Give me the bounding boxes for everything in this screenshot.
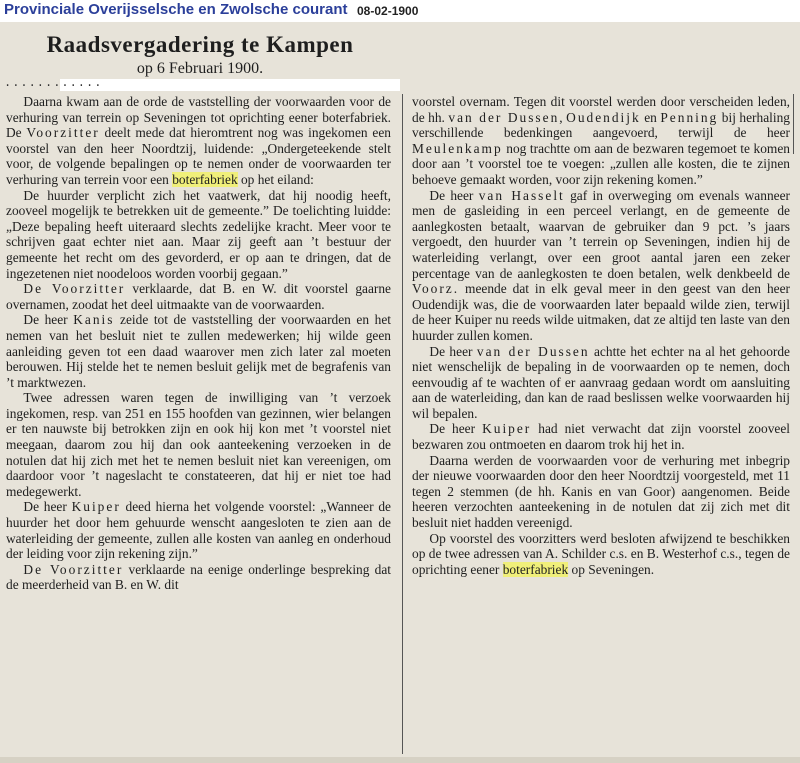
paragraph: De Voorzitter verklaarde na eenige onderlinge bespreking dat de meerderheid van B. en W. dit bbox=[6, 561, 391, 593]
search-highlight: boterfabriek bbox=[502, 561, 569, 577]
paragraph: Daarna werden de voorwaarden voor de verhuring met inbegrip der nieuwe voorwaarden door den heer Noordtzij voorgesteld, met 11 tegen 2 stemmen (de hh. Kanis en van Goor) aangenomen. Beide heeren verzochten aanteekening in de notulen dat zij zich met dit besluit niet hadden vereenigd. bbox=[412, 452, 790, 531]
search-highlight: boterfabriek bbox=[172, 171, 238, 187]
separator-dots: ............ bbox=[4, 76, 103, 90]
paragraph: De heer Kuiper deed hierna het volgende voorstel: „Wanneer de huurder het door hem gehuurde wenscht aangesloten te zien aan de waterleiding der gemeente, zullen alle kosten van aanleg en onderhoud der leiding voor zijn rekening zijn.” bbox=[6, 499, 391, 562]
column-divider bbox=[402, 94, 403, 754]
article-column-right bbox=[412, 94, 790, 577]
newspaper-clipping bbox=[0, 22, 800, 763]
paragraph: Daarna kwam aan de orde de vaststelling der voorwaarden voor de verhuring van terrein op Seveningen tot oprichting eener boterfabriek. De Voorzitter deelt mede dat hieromtrent nog was ingekomen een voorstel van den heer Noordtzij, luidende: „Ondergeteekende stelt voor, de volgende bepalingen op te nemen onder de voorwaarden ter verhuring van terrein voor een boterfabriek op het eiland: bbox=[6, 94, 391, 187]
issue-date: 08-02-1900 bbox=[357, 4, 419, 18]
article-title: Raadsvergadering te Kampen bbox=[46, 32, 354, 57]
viewer-header bbox=[0, 0, 800, 22]
paragraph: De heer van der Dussen achtte het echter na al het gehoorde niet wenschelijk de bepaling in de voorwaarden op te nemen, doch eenvoudig af te wachten of er aanvraag gedaan wordt om aansluiting aan de waterleiding, dan kan de raad beslissen welke voorwaarden hij wil bepalen. bbox=[412, 343, 790, 421]
clipping-gap bbox=[60, 79, 400, 91]
article-column-left bbox=[6, 94, 391, 593]
paragraph: voorstel overnam. Tegen dit voorstel werden door verscheiden leden, de hh. van der Dussen, Oudendijk en Penning bij herhaling verschillende bedenkingen aangevoerd, terwijl de heer Meulenkamp nog trachtte om aan de bezwaren tegemoet te komen door aan ’t voorstel toe te voegen: „zullen alle kosten, die te zijnen behoeve gemaakt worden, voor zijn rekening komen.” bbox=[412, 94, 790, 187]
paragraph: De heer van Hasselt gaf in overweging om evenals wanneer men de gasleiding in een perceel verlangt, en de gemeente de aanlegkosten betaalt, waarvan de gebruiker dan 9 pct. ’s jaars vergoedt, den huurder van ’t terrein op Seveningen, indien hij de waterleiding verlangt, over een groot aantal jaren een zeker percentage van de aanlegkosten te doen betalen, welk denkbeeld de Voorz. meende dat in elk geval meer in den geest van den heer Oudendijk was, die de voorwaarden later bepaald wilde zien, terwijl de heer Kuiper nu reeds wilde uitmaken, dat ze altijd ten laste van den huurder zullen komen. bbox=[412, 187, 790, 343]
paragraph: Twee adressen waren tegen de inwilliging van ’t verzoek ingekomen, resp. van 251 en 155 hoofden van gezinnen, wier belangen er ten nauwste bij betrokken zijn en ook hij kon met ’t voorstel niet meegaan, daarom zou hij dan ook aanteekening verzoeken in de notulen dat hij zich met het te nemen besluit niet kan vereenigen, om daardoor voor ’t nageslacht te constateeren, dat hij er niet toe had medegewerkt. bbox=[6, 390, 391, 499]
right-edge-rule bbox=[793, 94, 794, 154]
paragraph: De Voorzitter verklaarde, dat B. en W. dit voorstel gaarne overnamen, zoodat het deel uitmaakte van de voorwaarden. bbox=[6, 281, 391, 312]
paragraph: De heer Kanis zeide tot de vaststelling der voorwaarden en het nemen van het besluit niet te zullen medewerken; hij wilde geen aanleiding geven tot een daad waarover men zich later zal moeten berouwen. Hij stelde het te nemen besluit gelijk met de begrafenis van ’t marktwezen. bbox=[6, 312, 391, 390]
paragraph: Op voorstel des voorzitters werd besloten afwijzend te beschikken op de twee adressen van A. Schilder c.s. en B. Westerhof c.s., tegen de oprichting eener boterfabriek op Seveningen. bbox=[412, 530, 790, 577]
paragraph: De huurder verplicht zich het vaatwerk, dat hij noodig heeft, zooveel mogelijk te betrekken uit de gemeente.” De toelichting luidde: „Deze bepaling heeft uiteraard slechts zedelijke kracht. Meer voor te schrijven gaat echter niet aan. Maar zij geeft aan ’t bestuur der gemeente het recht om des gevorderd, er op aan te dringen, dat de ingezetenen niet noodeloos worden voorbij gegaan.” bbox=[6, 187, 391, 281]
newspaper-title[interactable]: Provinciale Overijsselsche en Zwolsche courant bbox=[4, 1, 348, 18]
article-subtitle: op 6 Februari 1900. bbox=[136, 60, 264, 77]
paragraph: De heer Kuiper had niet verwacht dat zijn voorstel zooveel bezwaren zou ontmoeten en daarom trok hij het in. bbox=[412, 421, 790, 453]
clipping-edge bbox=[0, 757, 800, 763]
